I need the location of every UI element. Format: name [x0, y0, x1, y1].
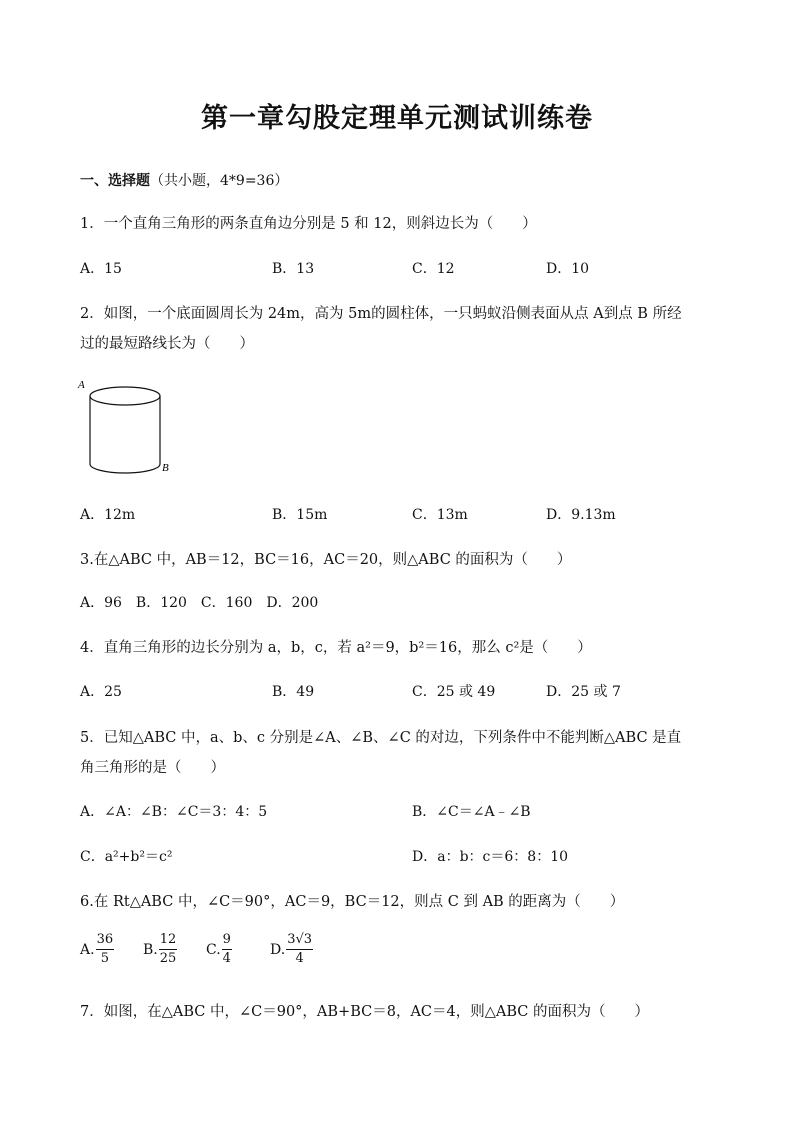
- q6-option-d-denominator: 4: [295, 951, 304, 966]
- point-a-label: A: [78, 379, 85, 391]
- q6-option-b-denominator: 25: [159, 951, 177, 966]
- q4-option-d[interactable]: D．25 或 7: [546, 684, 621, 700]
- section-note: （共小题，4*9=36）: [150, 173, 289, 189]
- cylinder-bottom-arc: [90, 464, 160, 473]
- question-2-line-1: 2．如图，一个底面圆周长为 24m，高为 5m的圆柱体，一只蚂蚁沿侧表面从点 A到点 B 所经: [80, 306, 682, 322]
- q6-option-c[interactable]: [206, 932, 232, 968]
- q3-options[interactable]: A．96 B．120 C．160 D．200: [80, 595, 319, 611]
- q6-option-d[interactable]: [270, 932, 313, 968]
- question-7: 7．如图，在△ABC 中，∠C＝90°，AB+BC＝8，AC＝4，则△ABC 的面积为（ ）: [80, 1004, 649, 1020]
- q6-option-b[interactable]: [143, 932, 177, 968]
- question-1: 1．一个直角三角形的两条直角边分别是 5 和 12，则斜边长为（ ）: [80, 216, 537, 232]
- q6-option-c-denominator: 4: [222, 951, 231, 966]
- cylinder-figure: [74, 372, 184, 482]
- q5-option-b[interactable]: B．∠C＝∠A﹣∠B: [412, 804, 531, 820]
- q6-option-a-denominator: 5: [100, 951, 109, 966]
- q6-option-d-label: D.: [270, 942, 286, 958]
- q1-option-a[interactable]: A．15: [80, 261, 122, 277]
- q6-option-a[interactable]: [80, 932, 114, 968]
- q5-option-c[interactable]: C．a²+b²＝c²: [80, 849, 173, 865]
- section-label: 一、选择题: [80, 173, 150, 189]
- q5-option-a[interactable]: A．∠A：∠B：∠C＝3：4：5: [80, 804, 268, 820]
- q6-option-a-numerator: 36: [96, 932, 115, 950]
- section-heading: [80, 170, 288, 190]
- q5-option-d[interactable]: D．a：b：c＝6：8：10: [412, 849, 569, 865]
- question-5-line-2: 角三角形的是（ ）: [80, 760, 225, 776]
- question-2-line-2: 过的最短路线长为（ ）: [80, 336, 254, 352]
- q6-option-b-label: B.: [143, 942, 158, 958]
- q1-option-b[interactable]: B．13: [272, 261, 315, 277]
- q4-option-b[interactable]: B．49: [272, 684, 315, 700]
- q4-option-c[interactable]: C．25 或 49: [412, 684, 496, 700]
- q6-option-a-label: A.: [80, 942, 95, 958]
- q2-option-a[interactable]: A．12m: [80, 507, 136, 523]
- q6-option-c-label: C.: [206, 942, 221, 958]
- q6-option-d-numerator: 3√3: [286, 932, 313, 950]
- q2-option-c[interactable]: C．13m: [412, 507, 468, 523]
- question-3: 3.在△ABC 中，AB＝12，BC＝16，AC＝20，则△ABC 的面积为（ ）: [80, 552, 572, 568]
- page-title: 第一章勾股定理单元测试训练卷: [201, 103, 593, 134]
- q4-option-a[interactable]: A．25: [80, 684, 122, 700]
- question-5-line-1: 5．已知△ABC 中，a、b、c 分别是∠A、∠B、∠C 的对边，下列条件中不能判断△ABC 是直: [80, 730, 682, 746]
- q6-option-b-fraction: [159, 932, 178, 968]
- q2-option-d[interactable]: D．9.13m: [546, 507, 616, 523]
- q6-option-b-numerator: 12: [159, 932, 178, 950]
- q6-option-c-fraction: [222, 932, 232, 968]
- cylinder-top-ellipse: [90, 387, 160, 405]
- q1-option-d[interactable]: D．10: [546, 261, 590, 277]
- question-6: 6.在 Rt△ABC 中，∠C＝90°，AC＝9，BC＝12，则点 C 到 AB 的距离为（ ）: [80, 894, 625, 910]
- question-4: 4．直角三角形的边长分别为 a，b，c，若 a²＝9，b²＝16，那么 c²是（ ）: [80, 640, 592, 656]
- point-b-label: B: [162, 462, 169, 474]
- q2-option-b[interactable]: B．15m: [272, 507, 328, 523]
- q6-option-c-numerator: 9: [222, 932, 232, 950]
- q1-option-c[interactable]: C．12: [412, 261, 455, 277]
- q6-option-a-fraction: [96, 932, 115, 968]
- q6-option-d-fraction: [286, 932, 313, 968]
